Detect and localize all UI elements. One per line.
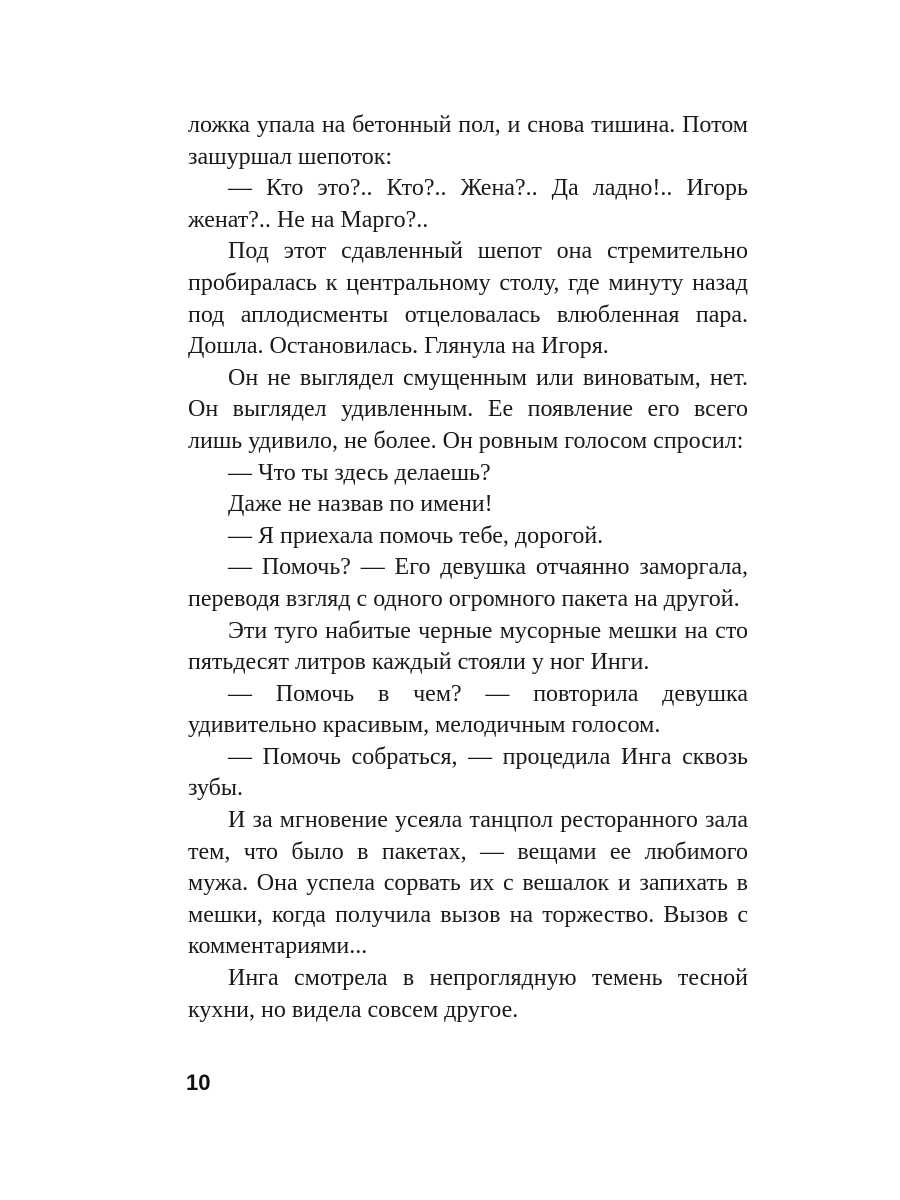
paragraph-dialogue: — Помочь в чем? — повторила девушка удивительно красивым, мелодичным голосом. bbox=[188, 680, 748, 739]
paragraph: Эти туго набитые черные мусорные мешки на сто пятьдесят литров каждый стояли у ног Инги. bbox=[188, 617, 748, 676]
paragraph: Инга смотрела в непроглядную темень тесной кухни, но видела совсем другое. bbox=[188, 965, 748, 1023]
paragraph-dialogue: — Я приехала помочь тебе, дорогой. bbox=[228, 522, 604, 549]
paragraph-continuation: ложка упала на бетонный пол, и снова тишина. Потом зашуршал шепоток: bbox=[188, 112, 748, 170]
paragraph-dialogue: — Кто это?.. Кто?.. Жена?.. Да ладно!.. Игорь женат?.. Не на Марго?.. bbox=[188, 175, 748, 233]
paragraph: Он не выглядел смущенным или виноватым, нет. Он выглядел удивленным. Ее появление его всего лишь удивило, не более. Он ровным голосом спросил: bbox=[188, 364, 748, 454]
paragraph: Под этот сдавленный шепот она стремительно пробиралась к центральному столу, где минуту назад под аплодисменты отцеловалась влюбленная пара. Дошла. Остановилась. Глянула на Игоря. bbox=[188, 238, 748, 360]
paragraph: И за мгновение усеяла танцпол ресторанного зала тем, что было в пакетах, — вещами ее любимого мужа. Она успела сорвать их с вешалок и запихать в мешки, когда получила вызов на торжество. Вызов с комментариями... bbox=[188, 807, 748, 960]
paragraph: Даже не назвав по имени! bbox=[228, 491, 493, 518]
body-text bbox=[188, 110, 748, 1026]
paragraph-dialogue: — Помочь? — Его девушка отчаянно заморгала, переводя взгляд с одного огромного пакета на другой. bbox=[188, 554, 748, 612]
paragraph-dialogue: — Что ты здесь делаешь? bbox=[228, 459, 491, 486]
page-number: 10 bbox=[186, 1070, 211, 1095]
paragraph-dialogue: — Помочь собраться, — процедила Инга сквозь зубы. bbox=[188, 743, 748, 802]
